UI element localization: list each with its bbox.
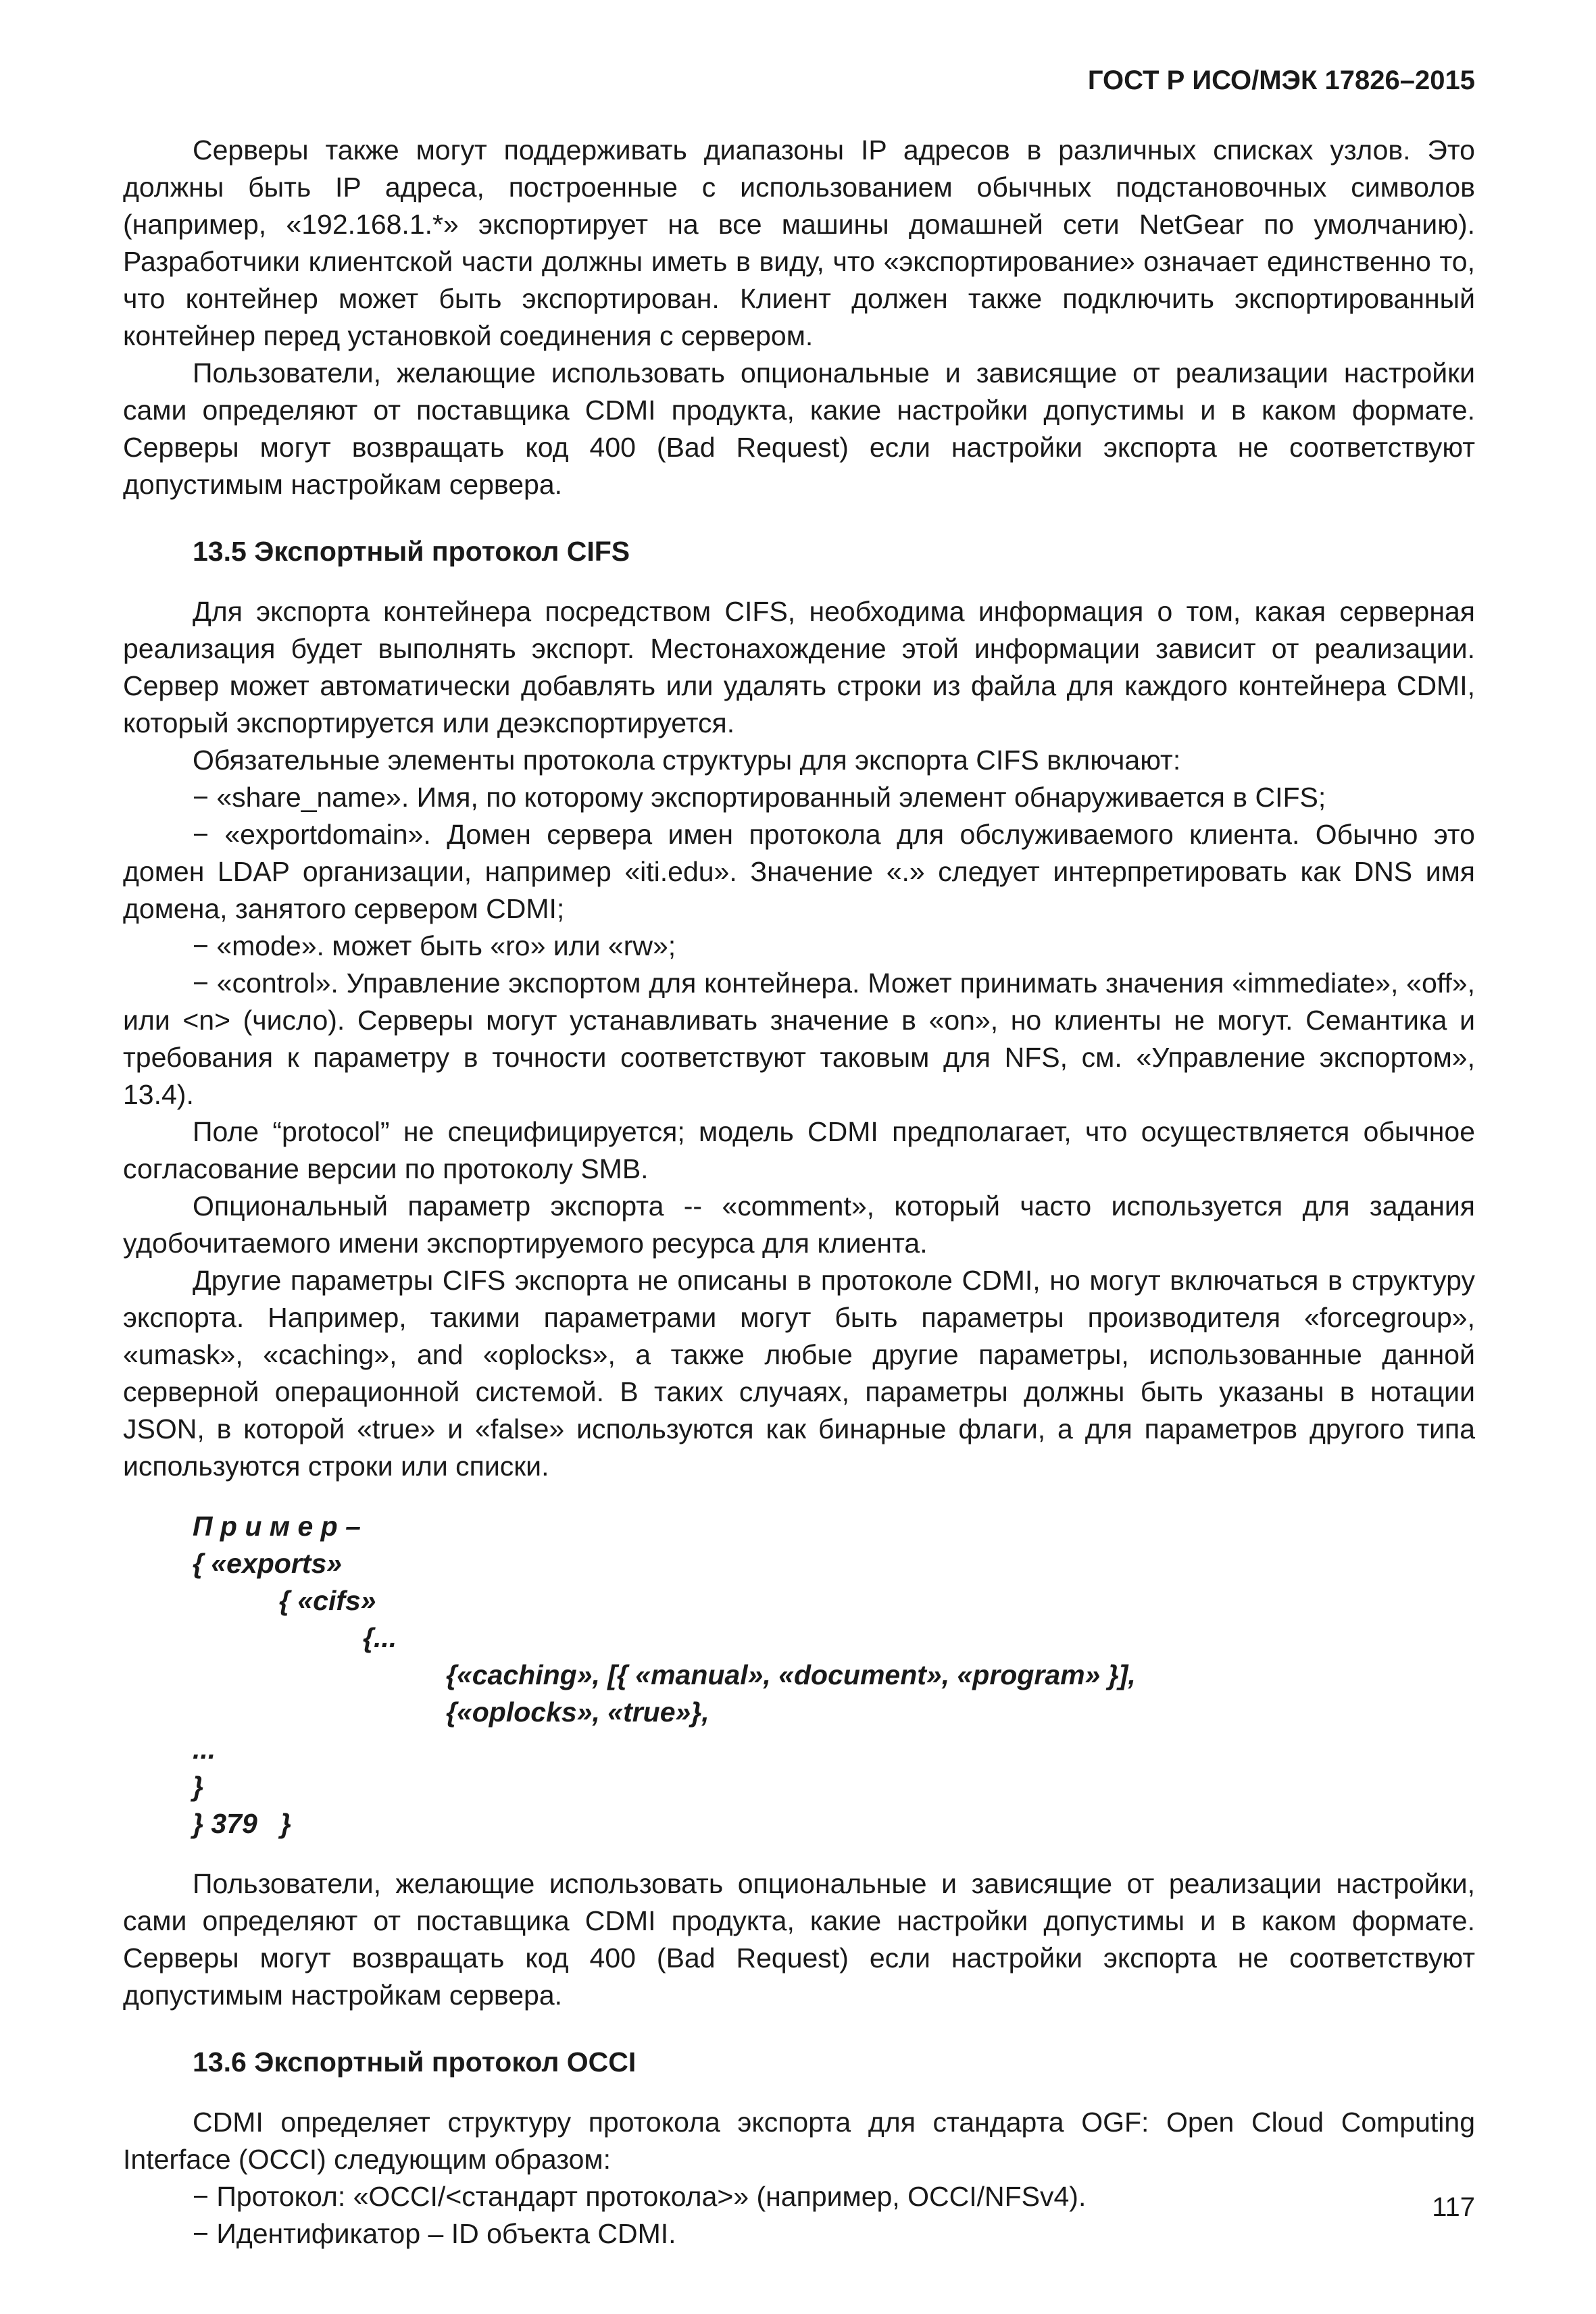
- example-line: П р и м е р –: [193, 1511, 361, 1542]
- paragraph-protocol: Поле “protocol” не специфицируется; модель CDMI предполагает, что осуществляется обычное согласование версии по протоколу SMB.: [123, 1116, 1475, 1184]
- paragraph-occi-1: CDMI определяет структуру протокола экспорта для стандарта OGF: Open Cloud Computing Interface (OCCI) следующим образом:: [123, 2107, 1475, 2175]
- example-line: ...: [193, 1734, 216, 1765]
- list-item-mode: − «mode». может быть «ro» или «rw»;: [193, 930, 676, 961]
- list-item-occi-protocol: − Протокол: «OCCI/<стандарт протокола>» (например, OCCI/NFSv4).: [193, 2181, 1087, 2212]
- paragraph-cifs-1: Для экспорта контейнера посредством CIFS, необходима информация о том, какая серверная реализация будет выполнять экспорт. Местонахождение этой информации зависит от реализации. Сервер может автоматически добавлять или удалять строки из файла для каждого контейнера CDMI, который экспортируется или деэкспортируется.: [123, 596, 1475, 738]
- paragraph-comment: Опциональный параметр экспорта -- «comment», который часто используется для задания удобочитаемого имени экспортируемого ресурса для клиента.: [123, 1190, 1475, 1259]
- example-line: { «cifs»: [279, 1585, 376, 1616]
- example-line: }: [193, 1771, 203, 1802]
- section-heading-13-6: 13.6 Экспортный протокол OCCI: [193, 2046, 637, 2078]
- paragraph-cifs-2: Обязательные элементы протокола структуры для экспорта CIFS включают:: [193, 745, 1181, 776]
- list-item-share-name: − «share_name». Имя, по которому экспортированный элемент обнаруживается в CIFS;: [193, 782, 1326, 813]
- paragraph-after-example: Пользователи, желающие использовать опциональные и зависящие от реализации настройки, сами определяют от поставщика CDMI продукта, какие настройки допустимы и в каком формате. Серверы могут возвращать код 400 (Bad Request) если настройки экспорта не соответствуют допустимым настройкам сервера.: [123, 1868, 1475, 2011]
- paragraph-intro-2: Пользователи, желающие использовать опциональные и зависящие от реализации настройки сами определяют от поставщика CDMI продукта, какие настройки допустимы и в каком формате. Серверы могут возвращать код 400 (Bad Request) если настройки экспорта не соответствуют допустимым настройкам сервера.: [123, 357, 1475, 500]
- code-example: [123, 1508, 1475, 1842]
- list-item-exportdomain: − «exportdomain». Домен сервера имен протокола для обслуживаемого клиента. Обычно это домен LDAP организации, например «iti.edu». Значение «.» следует интерпретировать как DNS имя домена, занятого сервером CDMI;: [123, 819, 1475, 924]
- example-line: {«caching», [{ «manual», «document», «program» }],: [446, 1659, 1136, 1690]
- list-item-control: − «control». Управление экспортом для контейнера. Может принимать значения «immediate», «off», или <n> (число). Серверы могут устанавливать значение в «on», но клиенты не могут. Семантика и требования к параметру в точности соответствуют таковым для NFS, см. «Управление экспортом», 13.4).: [123, 967, 1475, 1110]
- list-item-occi-id: − Идентификатор – ID объекта CDMI.: [193, 2218, 676, 2249]
- example-line: { «exports»: [193, 1548, 343, 1579]
- running-header: [123, 62, 1475, 99]
- paragraph-intro-1: Серверы также могут поддерживать диапазоны IP адресов в различных списках узлов. Это должны быть IP адреса, построенные с использованием обычных подстановочных символов (например, «192.168.1.*» экспортирует на все машины домашней сети NetGear по умолчанию). Разработчики клиентской части должны иметь в виду, что «экспортирование» означает единственно то, что контейнер может быть экспортирован. Клиент должен также подключить экспортированный контейнер перед установкой соединения с сервером.: [123, 134, 1475, 351]
- doc-code: ГОСТ Р ИСО/МЭК 17826–2015: [1087, 66, 1475, 95]
- page-number: 117: [1432, 2192, 1475, 2222]
- paragraph-other-params: Другие параметры CIFS экспорта не описаны в протоколе CDMI, но могут включаться в структуру экспорта. Например, такими параметрами могут быть параметры производителя «forcegroup», «umask», «caching», and «oplocks», а также любые другие параметры, использованные данной серверной операционной системой. В таких случаях, параметры должны быть указаны в нотации JSON, в которой «true» и «false» используются как бинарные флаги, а для параметров другого типа используются строки или списки.: [123, 1265, 1475, 1482]
- example-line: {«oplocks», «true»},: [446, 1696, 709, 1728]
- example-line: } 379 }: [193, 1808, 291, 1839]
- section-heading-13-5: 13.5 Экспортный протокол CIFS: [193, 536, 630, 567]
- example-line: {...: [363, 1622, 397, 1653]
